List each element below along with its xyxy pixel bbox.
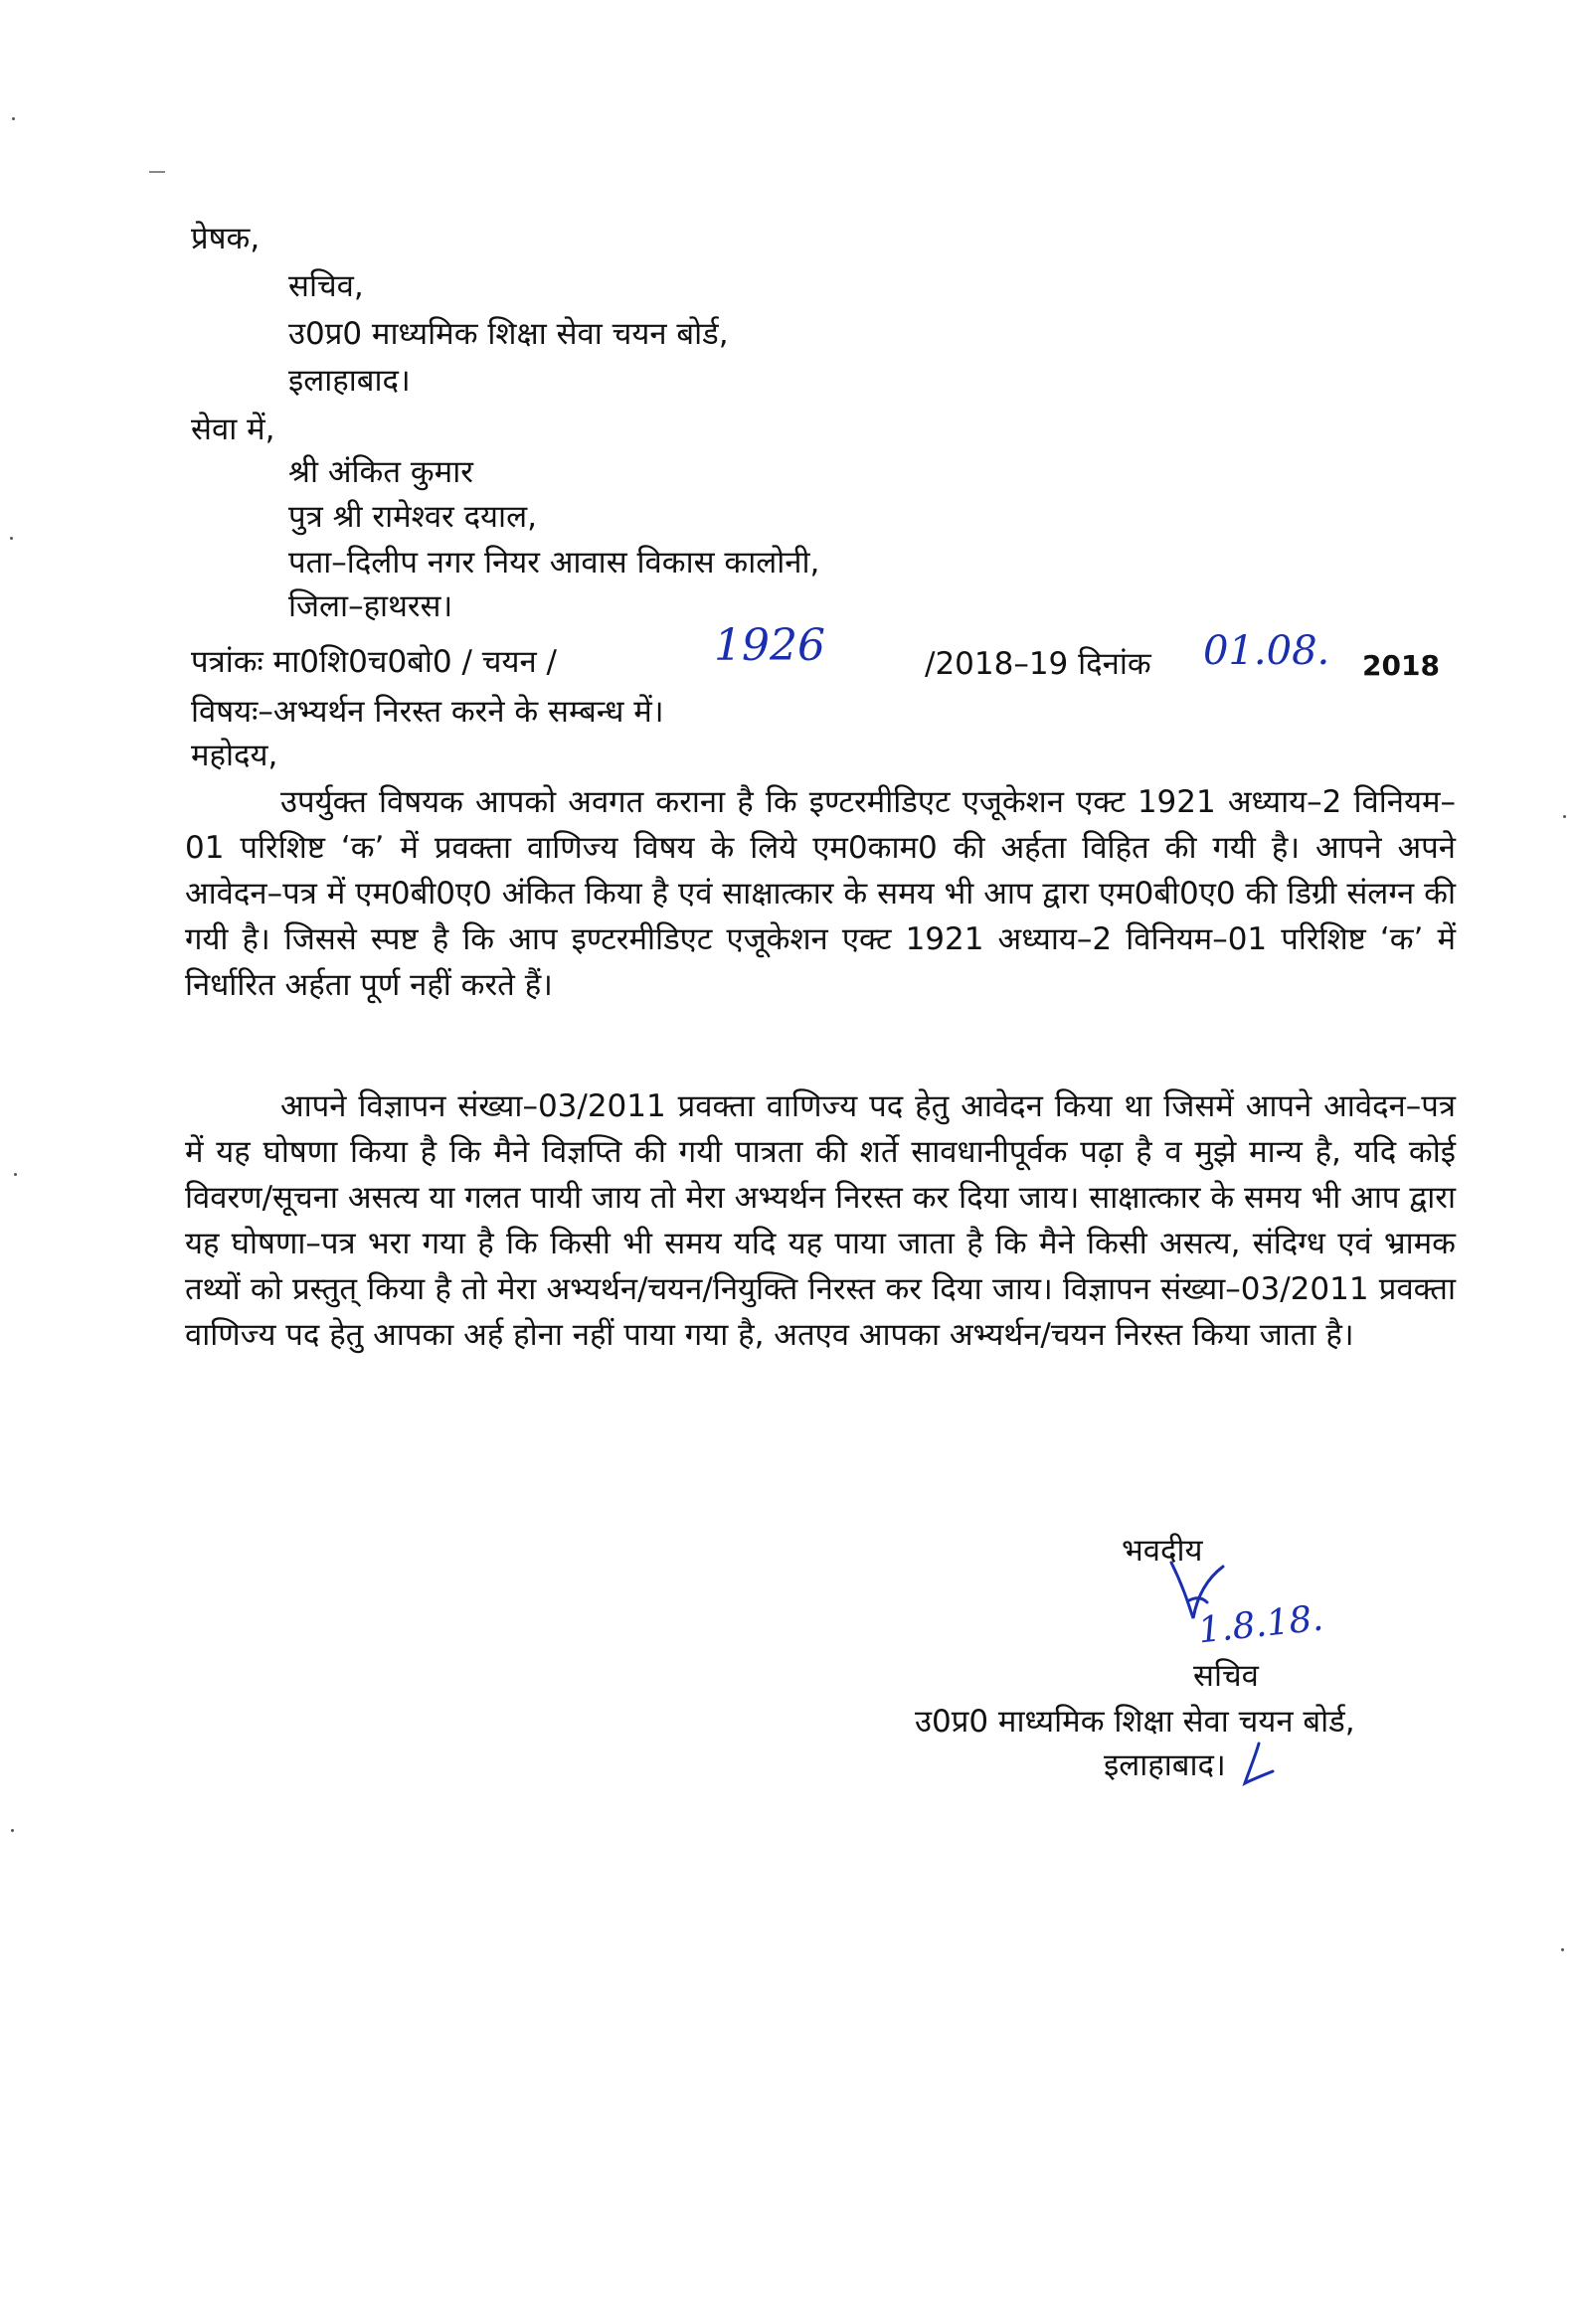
- subject-line: विषयः–अभ्यर्थन निरस्त करने के सम्बन्ध में।: [191, 694, 664, 730]
- reference-prefix: पत्रांकः मा0शि0च0बो0 / चयन /: [191, 644, 557, 680]
- handwritten-sign-date: 1.8.18.: [1196, 1597, 1325, 1652]
- closing-designation: सचिव: [1193, 1658, 1259, 1694]
- sender-office: उ0प्र0 माध्यमिक शिक्षा सेवा चयन बोर्ड,: [288, 316, 729, 352]
- salutation: महोदय,: [191, 738, 278, 773]
- scan-mark: [149, 171, 165, 173]
- sender-heading: प्रेषक,: [191, 221, 261, 256]
- recipient-heading: सेवा में,: [191, 412, 275, 447]
- valediction: भवदीय: [1122, 1533, 1203, 1569]
- recipient-district: जिला–हाथरस।: [288, 588, 453, 624]
- scan-speck: [14, 1173, 17, 1176]
- closing-office: उ0प्र0 माध्यमिक शिक्षा सेवा चयन बोर्ड,: [915, 1704, 1355, 1740]
- recipient-name: श्री अंकित कुमार: [288, 454, 473, 490]
- scan-speck: [11, 1829, 14, 1832]
- body-paragraph-2: आपने विज्ञापन संख्या–03/2011 प्रवक्ता वाणिज्य पद हेतु आवेदन किया था जिसमें आपने आवेदन–पत्र में यह घोषणा किया है कि मैने विज्ञप्ति की गयी पात्रता की शर्ते सावधानीपूर्वक पढ़ा है व मुझे मान्य है, यदि कोई विवरण/सूचना असत्य या गलत पायी जाय तो मेरा अभ्यर्थन निरस्त कर दिया जाय। साक्षात्कार के समय भी आप द्वारा यह घोषणा–पत्र भरा गया है कि किसी भी समय यदि यह पाया जाता है कि मैने किसी असत्य, संदिग्ध एवं भ्रामक तथ्यों को प्रस्तुत् किया है तो मेरा अभ्यर्थन/चयन/नियुक्ति निरस्त कर दिया जाय। विज्ञापन संख्या–03/2011 प्रवक्ता वाणिज्य पद हेतु आपका अर्ह होना नहीं पाया गया है, अतएव आपका अभ्यर्थन/चयन निरस्त किया जाता है।: [185, 1088, 1456, 1353]
- sender-city: इलाहाबाद।: [288, 363, 411, 399]
- sender-designation: सचिव,: [288, 268, 364, 304]
- recipient-relation: पुत्र श्री रामेश्वर दयाल,: [288, 499, 537, 535]
- reference-middle: /2018–19 दिनांक: [925, 646, 1151, 682]
- body-paragraph-1: उपर्युक्त विषयक आपको अवगत कराना है कि इण्टरमीडिएट एजूकेशन एक्ट 1921 अध्याय–2 विनियम–01 परिशिष्ट ‘क’ में प्रवक्ता वाणिज्य विषय के लिये एम0काम0 की अर्हता विहित की गयी है। आपने अपने आवेदन–पत्र में एम0बी0ए0 अंकित किया है एवं साक्षात्कार के समय भी आप द्वारा एम0बी0ए0 की डिग्री संलग्न की गयी है। जिससे स्पष्ट है कि आप इण्टरमीडिएट एजूकेशन एक्ट 1921 अध्याय–2 विनियम–01 परिशिष्ट ‘क’ में निर्धारित अर्हता पूर्ण नहीं करते हैं।: [185, 784, 1456, 1003]
- closing-city: इलाहाबाद।: [1104, 1747, 1226, 1783]
- scan-speck: [10, 537, 13, 540]
- handwritten-letter-number: 1926: [714, 620, 825, 671]
- initial-mark: [1237, 1740, 1277, 1789]
- scan-speck: [1561, 1948, 1564, 1951]
- scan-speck: [12, 117, 15, 120]
- reference-year: 2018: [1362, 649, 1440, 682]
- handwritten-date: 01.08.: [1203, 628, 1330, 674]
- scan-speck: [1563, 815, 1566, 818]
- recipient-address: पता–दिलीप नगर नियर आवास विकास कालोनी,: [288, 545, 820, 581]
